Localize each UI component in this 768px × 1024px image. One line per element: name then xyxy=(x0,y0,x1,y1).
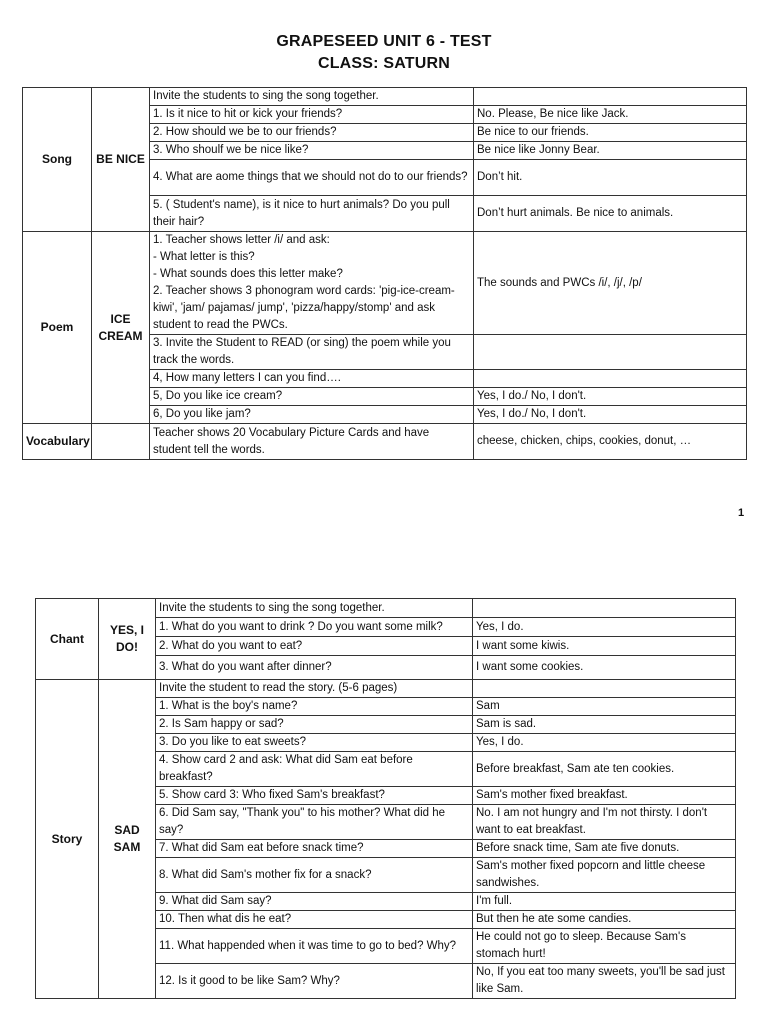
question-cell: Invite the students to sing the song together. xyxy=(156,599,473,618)
category-cell: Story xyxy=(36,680,99,999)
question-cell: 2. What do you want to eat? xyxy=(156,637,473,656)
answer-cell: No, If you eat too many sweets, you'll be sad just like Sam. xyxy=(473,964,736,999)
topic-cell: YES, I DO! xyxy=(99,599,156,680)
question-cell: 3. What do you want after dinner? xyxy=(156,656,473,680)
answer-cell: Before snack time, Sam ate five donuts. xyxy=(473,840,736,858)
table-row xyxy=(23,424,747,460)
category-cell: Song xyxy=(23,88,92,232)
table-row xyxy=(23,88,747,106)
question-cell: 6, Do you like jam? xyxy=(150,406,474,424)
answer-cell: Be nice like Jonny Bear. xyxy=(474,142,747,160)
question-cell: 6. Did Sam say, "Thank you" to his mother? What did he say? xyxy=(156,805,473,840)
question-cell: 10. Then what dis he eat? xyxy=(156,911,473,929)
document-title: GRAPESEED UNIT 6 - TEST xyxy=(276,33,492,50)
answer-cell: Sam's mother fixed popcorn and little cheese sandwishes. xyxy=(473,858,736,893)
category-cell: Vocabulary xyxy=(23,424,92,460)
answer-cell: Before breakfast, Sam ate ten cookies. xyxy=(473,752,736,787)
answer-cell: Yes, I do. xyxy=(473,734,736,752)
topic-cell: SAD SAM xyxy=(99,680,156,999)
answer-cell: Yes, I do. xyxy=(473,618,736,637)
answer-cell: I want some kiwis. xyxy=(473,637,736,656)
question-cell: 1. What is the boy's name? xyxy=(156,698,473,716)
answer-cell xyxy=(474,335,747,370)
answer-cell: Be nice to our friends. xyxy=(474,124,747,142)
question-cell: 1. What do you want to drink ? Do you want some milk? xyxy=(156,618,473,637)
topic-cell: ICE CREAM xyxy=(92,232,150,424)
answer-cell: Don’t hit. xyxy=(474,160,747,196)
answer-cell: No. I am not hungry and I'm not thirsty. I don't want to eat breakfast. xyxy=(473,805,736,840)
question-cell: 3. Who shoulf we be nice like? xyxy=(150,142,474,160)
topic-cell xyxy=(92,424,150,460)
category-cell: Chant xyxy=(36,599,99,680)
answer-cell: The sounds and PWCs /i/, /j/, /p/ xyxy=(474,232,747,335)
answer-cell xyxy=(473,599,736,618)
topic-cell: BE NICE xyxy=(92,88,150,232)
answer-cell: Sam is sad. xyxy=(473,716,736,734)
answer-cell: Sam's mother fixed breakfast. xyxy=(473,787,736,805)
answer-cell xyxy=(473,680,736,698)
question-cell: 4. Show card 2 and ask: What did Sam eat before breakfast? xyxy=(156,752,473,787)
question-cell: 1. Is it nice to hit or kick your friends? xyxy=(150,106,474,124)
answer-cell: Yes, I do./ No, I don't. xyxy=(474,388,747,406)
question-cell: 2. How should we be to our friends? xyxy=(150,124,474,142)
question-cell: 9. What did Sam say? xyxy=(156,893,473,911)
answer-cell xyxy=(474,370,747,388)
question-cell: 5. ( Student's name), is it nice to hurt animals? Do you pull their hair? xyxy=(150,196,474,232)
test-table-part-1 xyxy=(22,87,747,460)
page-number: 1 xyxy=(738,507,745,519)
answer-cell: He could not go to sleep. Because Sam's stomach hurt! xyxy=(473,929,736,964)
answer-cell: Yes, I do./ No, I don't. xyxy=(474,406,747,424)
answer-cell: Don’t hurt animals. Be nice to animals. xyxy=(474,196,747,232)
answer-cell: No. Please, Be nice like Jack. xyxy=(474,106,747,124)
table-row xyxy=(36,680,736,698)
question-cell: 11. What happended when it was time to go to bed? Why? xyxy=(156,929,473,964)
question-cell: 3. Invite the Student to READ (or sing) the poem while you track the words. xyxy=(150,335,474,370)
question-cell: Invite the students to sing the song together. xyxy=(150,88,474,106)
question-cell: 5, Do you like ice cream? xyxy=(150,388,474,406)
answer-cell: But then he ate some candies. xyxy=(473,911,736,929)
table-row xyxy=(36,599,736,618)
answer-cell xyxy=(474,88,747,106)
question-cell: 3. Do you like to eat sweets? xyxy=(156,734,473,752)
question-cell: 4. What are aome things that we should not do to our friends? xyxy=(150,160,474,196)
question-cell: 1. Teacher shows letter /i/ and ask: - What letter is this? - What sounds does this letter make? 2. Teacher shows 3 phonogram word cards: 'pig-ice-cream-kiwi', 'jam/ pajamas/ jump', 'pizza/happy/stomp' and ask student to read the PWCs. xyxy=(150,232,474,335)
document-subtitle: CLASS: SATURN xyxy=(317,55,451,72)
question-cell: 7. What did Sam eat before snack time? xyxy=(156,840,473,858)
question-cell: Invite the student to read the story. (5-6 pages) xyxy=(156,680,473,698)
question-cell: 8. What did Sam's mother fix for a snack? xyxy=(156,858,473,893)
question-cell: 5. Show card 3: Who fixed Sam's breakfast? xyxy=(156,787,473,805)
answer-cell: I want some cookies. xyxy=(473,656,736,680)
answer-cell: I'm full. xyxy=(473,893,736,911)
category-cell: Poem xyxy=(23,232,92,424)
question-cell: Teacher shows 20 Vocabulary Picture Cards and have student tell the words. xyxy=(150,424,474,460)
answer-cell: Sam xyxy=(473,698,736,716)
table-row xyxy=(23,232,747,335)
question-cell: 2. Is Sam happy or sad? xyxy=(156,716,473,734)
question-cell: 12. Is it good to be like Sam? Why? xyxy=(156,964,473,999)
test-table-part-2 xyxy=(35,598,736,999)
question-cell: 4, How many letters I can you find…. xyxy=(150,370,474,388)
answer-cell: cheese, chicken, chips, cookies, donut, … xyxy=(474,424,747,460)
